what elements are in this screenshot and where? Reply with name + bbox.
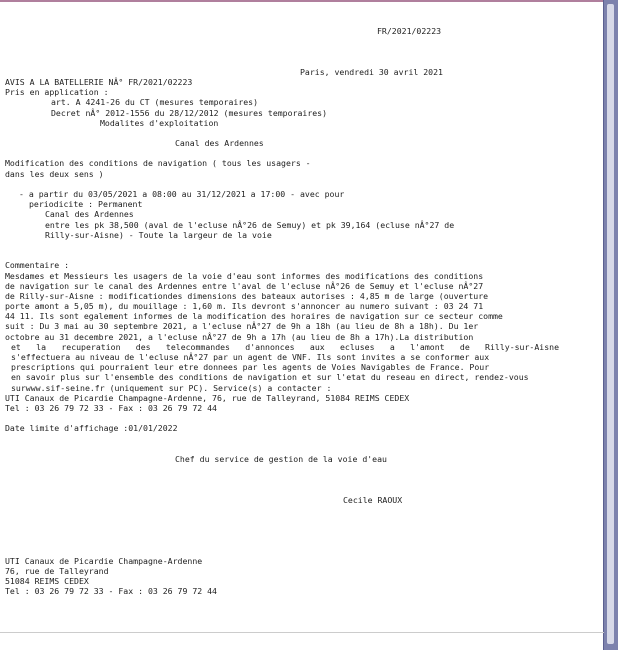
- commentaire-line: de navigation sur le canal des Ardennes entre l'aval de l'ecluse nÂ°26 de Semuy et l'ecluse nÂ°27: [5, 280, 484, 291]
- signatory-role: Chef du service de gestion de la voie d'eau: [175, 453, 387, 464]
- commentaire-line: octobre au 31 decembre 2021, a l'ecluse nÂ°27 de 9h a 17h (au lieu de 8h a 17h).La distribution: [5, 331, 474, 342]
- reference-number: FR/2021/02223: [377, 26, 442, 36]
- bottom-divider: [0, 632, 604, 633]
- commentaire-line: de Rilly-sur-Aisne : modificationdes dimensions des bateaux autorises : 4,85 m de large (ouverture: [5, 290, 489, 301]
- scrollbar-thumb[interactable]: [607, 4, 614, 644]
- commentaire-line: Tel : 03 26 79 72 33 - Fax : 03 26 79 72 44: [5, 402, 217, 413]
- commentaire-line: UTI Canaux de Picardie Champagne-Ardenne, 76, rue de Talleyrand, 51084 REIMS CEDEX: [5, 392, 410, 403]
- application-item: Decret nÂ° 2012-1556 du 28/12/2012 (mesures temporaires): [51, 107, 328, 118]
- commentaire-label: Commentaire :: [5, 260, 70, 271]
- period-line: - a partir du 03/05/2021 a 08:00 au 31/12/2021 a 17:00 - avec pour: [19, 189, 345, 199]
- footer-line: Tel : 03 26 79 72 33 - Fax : 03 26 79 72 44: [5, 586, 217, 597]
- footer-line: 76, rue de Talleyrand: [5, 565, 109, 576]
- commentaire-line: en savoir plus sur l'ensemble des conditions de navigation et sur l'etat du reseau en direct, rendez-vous: [11, 372, 529, 383]
- application-item: art. A 4241-26 du CT (mesures temporaires): [51, 97, 259, 108]
- commentaire-line: suit : Du 3 mai au 30 septembre 2021, a l'ecluse nÂ°27 de 9h a 18h (au lieu de 8h a 18h). Du 1er: [5, 321, 479, 332]
- commentaire-line: Mesdames et Messieurs les usagers de la voie d'eau sont informes des modifications des conditions: [5, 270, 484, 281]
- footer-line: UTI Canaux de Picardie Champagne-Ardenne: [5, 555, 203, 566]
- canal-heading: Canal des Ardennes: [175, 138, 264, 149]
- notice-document: [5, 26, 601, 597]
- period-line: Canal des Ardennes: [45, 209, 134, 220]
- commentaire-line: surwww.sif-seine.fr (uniquement sur PC). Service(s) a contacter :: [11, 382, 332, 393]
- commentaire-line: 44 11. Ils sont egalement informes de la modification des horaires de navigation sur ce secteur comme: [5, 311, 503, 322]
- commentaire-line: porte amont a 5,05 m), du mouillage : 1,60 m. Ils devront s'annoncer au numero suivant : 03 24 71: [5, 301, 484, 312]
- top-border: [0, 0, 604, 2]
- notice-title: AVIS A LA BATELLERIE NÂ° FR/2021/02223: [5, 76, 193, 87]
- commentaire-line: s'effectuera au niveau de l'ecluse nÂ°27 par un agent de VNF. Ils sont invites a se conformer aux: [11, 352, 490, 362]
- commentaire-line: prescriptions qui pourraient leur etre donnees par les agents de Voies Navigables de France. Pour: [11, 362, 490, 373]
- modification-line: Modification des conditions de navigation ( tous les usagers -: [5, 158, 311, 169]
- application-label: Pris en application :: [5, 87, 109, 98]
- date-limite: Date limite d'affichage :01/01/2022: [5, 423, 178, 434]
- period-line: Rilly-sur-Aisne) - Toute la largeur de la voie: [45, 229, 272, 240]
- period-line: entre les pk 38,500 (aval de l'ecluse nÂ°26 de Semuy) et pk 39,164 (ecluse nÂ°27 de: [45, 219, 455, 230]
- footer-line: 51084 REIMS CEDEX: [5, 576, 89, 587]
- place-date: Paris, vendredi 30 avril 2021: [300, 66, 443, 77]
- signatory-name: Cecile RAOUX: [343, 494, 403, 505]
- modification-line: dans les deux sens ): [5, 168, 104, 179]
- vertical-scrollbar[interactable]: [603, 0, 618, 650]
- commentaire-line: et la recuperation des telecommandes d'annonces aux ecluses a l'amont de Rilly-sur-Aisne: [11, 341, 559, 352]
- period-line: periodicite : Permanent: [29, 199, 143, 210]
- modalites-label: Modalites d'exploitation: [100, 117, 219, 128]
